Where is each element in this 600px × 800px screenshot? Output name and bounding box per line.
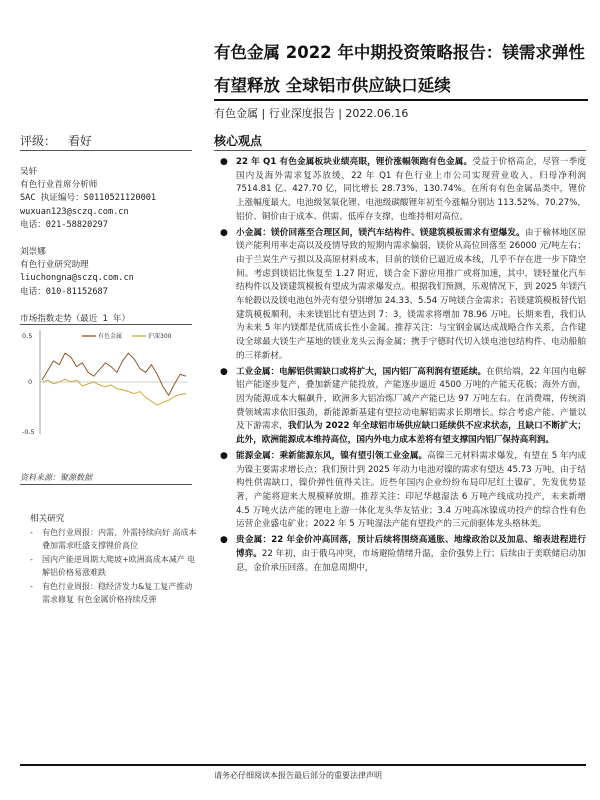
report-meta: 有色金属 | 行业深度报告 | 2022.06.16 xyxy=(214,107,409,120)
analyst-name: 刘崇娜 xyxy=(20,247,46,257)
core-point-earnings xyxy=(214,156,586,224)
analyst-name: 吴轩 xyxy=(20,167,38,177)
point-lead: 小金属：镁价回落至合理区间，镁汽车结构件、镁建筑模板需求有望爆发。 xyxy=(236,227,525,238)
body-divider-top xyxy=(214,150,586,151)
analyst-title: 有色行业首席分析师 xyxy=(20,180,98,191)
bullet-icon: ● xyxy=(220,535,228,546)
point-lead: 能源金属：乘新能源东风，镍有望引领工业金属。 xyxy=(236,450,428,461)
y-tick-label: 0 xyxy=(28,378,33,386)
bullet-icon: ● xyxy=(220,157,228,167)
related-research-item[interactable]: - 有色行业周报：内需、外需持续向好 高成本叠加需求旺盛支撑锂价高位 xyxy=(30,527,198,552)
point-lead: 贵金属：22 年金价冲高回落，预计后续将围绕高通胀、地缘政治以及加息、缩表进程进行博弈。 xyxy=(236,535,586,559)
bullet-icon: ● xyxy=(220,227,228,238)
chart-source: 资料来源：聚源数据 xyxy=(20,473,92,482)
report-title: 有色金属 2022 年中期投资策略报告：镁需求弹性有望释放 全球铝市供应缺口延续 xyxy=(214,43,585,95)
related-research-item[interactable]: - 国内产能逆周期大爬坡+欧洲高成本减产 电解铝价格易涨难跌 xyxy=(30,554,198,579)
series-line-nonferrous xyxy=(42,353,186,395)
footer-divider xyxy=(20,764,586,766)
point-text: 高镍三元材料需求爆发，有望在 5 年内成为镍主要需求增长点；我们预计到 2025 年动力电池对镍的需求有望达 45.73 万吨，由于结构性供需缺口，镍价弹性值得关注。近些年国内企业纷纷布局印尼红土镍矿，先发优势显著，产能将迎来大规模释放期。推荐关注：印尼华越湿法 6 万吨产线成功投产，未来新增 4.5 万吨火法产能的锂电上游一体化龙头华友钴业；3.4 万吨高冰镍成功投产的综合性有色运营企业盛屯矿业；2022 年 5 万吨湿法产能有望投产的三元前驱体龙头格林美。 xyxy=(236,450,586,530)
chart-bottom-divider xyxy=(20,484,192,485)
point-conclusion: 我们认为 2022 年全球铝市场供应缺口延续供不应求状态，且缺口不断扩大；此外，欧洲能源成本维持高位，国内外电力成本差将有望支撑国内铝厂保持高利润。 xyxy=(236,421,586,445)
related-research-item[interactable]: - 有色行业周报：稳经济发力&复工复产推动需求修复 有色金属价格持续反弹 xyxy=(30,581,198,606)
chart-title: 市场指数走势（最近 1 年） xyxy=(20,314,131,324)
core-views-body xyxy=(214,156,586,578)
legend-label-hs300: 沪深300 xyxy=(148,333,172,340)
y-tick-label: 0.5 xyxy=(22,332,33,340)
report-date: 2022.06.16 xyxy=(345,107,409,120)
analyst-phone: 电话：021-58820297 xyxy=(20,219,108,230)
analyst-email[interactable]: wuxuan123@sczq.com.cn xyxy=(20,206,129,217)
chart-divider xyxy=(20,324,192,325)
bullet-icon: ● xyxy=(220,366,228,377)
core-point-industrial-metals xyxy=(214,366,586,448)
rating-value: 看好 xyxy=(68,134,93,148)
core-views-heading: 核心观点 xyxy=(214,134,263,148)
industry-label: 有色金属 xyxy=(214,107,258,120)
analyst-email[interactable]: liuchongna@sczq.com.cn xyxy=(20,273,134,284)
sidebar-divider-top xyxy=(20,150,192,151)
title-divider xyxy=(214,99,588,101)
point-text: 22 年初，由于俄乌冲突，市场避险情绪升温，金价强势上行；后续由于美联储启动加息，金价承压回落。在加息周期中， xyxy=(236,548,586,573)
point-lead: 22 年 Q1 有色金属板块业绩亮眼，锂价涨幅领跑有色金属。 xyxy=(236,157,473,167)
legend-label-nonferrous: 有色金属 xyxy=(98,333,123,340)
legal-disclaimer-footer: 请务必仔细阅读本报告最后部分的重要法律声明 xyxy=(214,771,382,780)
point-text: 受益于价格高企，尽管一季度国内及海外需求复苏放缓，22 年 Q1 有色行业上市公司实现营业收入、归母净利润 7514.81 亿、427.70 亿，同比增长 28.73%、130.74%。在所有有色金属品类中，锂价上涨幅度最大，电池级氢氧化锂、电池级碳酸锂年初至今涨幅分别达 113.52%、70.27%，铝价、铜价由于成本、供需、低库存支撑，也维持相对高位。 xyxy=(236,157,586,222)
related-research-list xyxy=(30,527,198,609)
core-point-precious-metals xyxy=(214,534,586,575)
analyst-license: SAC 执证编号：S0110521120001 xyxy=(20,193,157,204)
report-type-label: 行业深度报告 xyxy=(268,107,335,120)
y-tick-label: -0.5 xyxy=(22,428,35,436)
point-lead: 工业金属：电解铝供需缺口或将扩大，国内铝厂高利润有望延续。 xyxy=(236,366,487,377)
market-index-chart xyxy=(20,326,192,450)
series-line-hs300 xyxy=(42,379,186,405)
rating-label: 评级： xyxy=(20,134,57,148)
core-point-energy-metals xyxy=(214,450,586,532)
rating xyxy=(20,132,92,149)
bullet-icon: ● xyxy=(220,450,228,461)
related-research-title: 相关研究 xyxy=(30,514,65,524)
analyst-phone: 电话：010-81152687 xyxy=(20,286,108,297)
analyst-card-2 xyxy=(20,246,134,299)
point-text: 在供给端，22 年国内电解铝产能逐步复产，叠加新建产能投放，产能逐步逼近 4500 万吨的产能天花板；海外方面，因为能源成本大幅飙升，欧洲多大铝冶炼厂减产产能已达 97 万吨左右。在消费端，传统消费领域需求依旧强劲，新能源新基建有望拉动电解铝需求长期增长。综合考虑产能、产量以及下游需求， xyxy=(236,366,586,432)
analyst-title: 有色行业研究助理 xyxy=(20,260,89,271)
point-text: 由于榆林地区原镁产能利用率走高以及疫情导致的短期内需求偏弱，镁价从高位回落至 26000 元/吨左右；由于兰炭生产亏损以及高原材料成本，目前的镁价已逼近成本线，几乎不存在进一步下降空间。考虑到镁铝比恢复至 1.27 附近，镁合金下游应用推广或将加速，其中，镁轻量化汽车结构件以及镁建筑模板有望成为需求爆发点。根据我们预测，乐观情况下，到 2025 年镁汽车轮毂以及镁电池包外壳有望分别增加 24.33、5.54 万吨镁合金需求；若镁建筑模板替代铝建筑模板顺利，未来镁铝比有望达到 7：3，镁需求将增加 78.96 万吨。长期来看，我们认为未来 5 年内镁都是优质成长性小金属。推荐关注：与宝钢金属达成战略合作关系，合作建设全球最大镁生产基地的镁业龙头云海金属；携手宁德时代切入镁电池包结构件、电动船舶的三祥新材。 xyxy=(236,227,586,361)
core-point-minor-metals xyxy=(214,227,586,364)
analyst-card-1 xyxy=(20,166,156,232)
